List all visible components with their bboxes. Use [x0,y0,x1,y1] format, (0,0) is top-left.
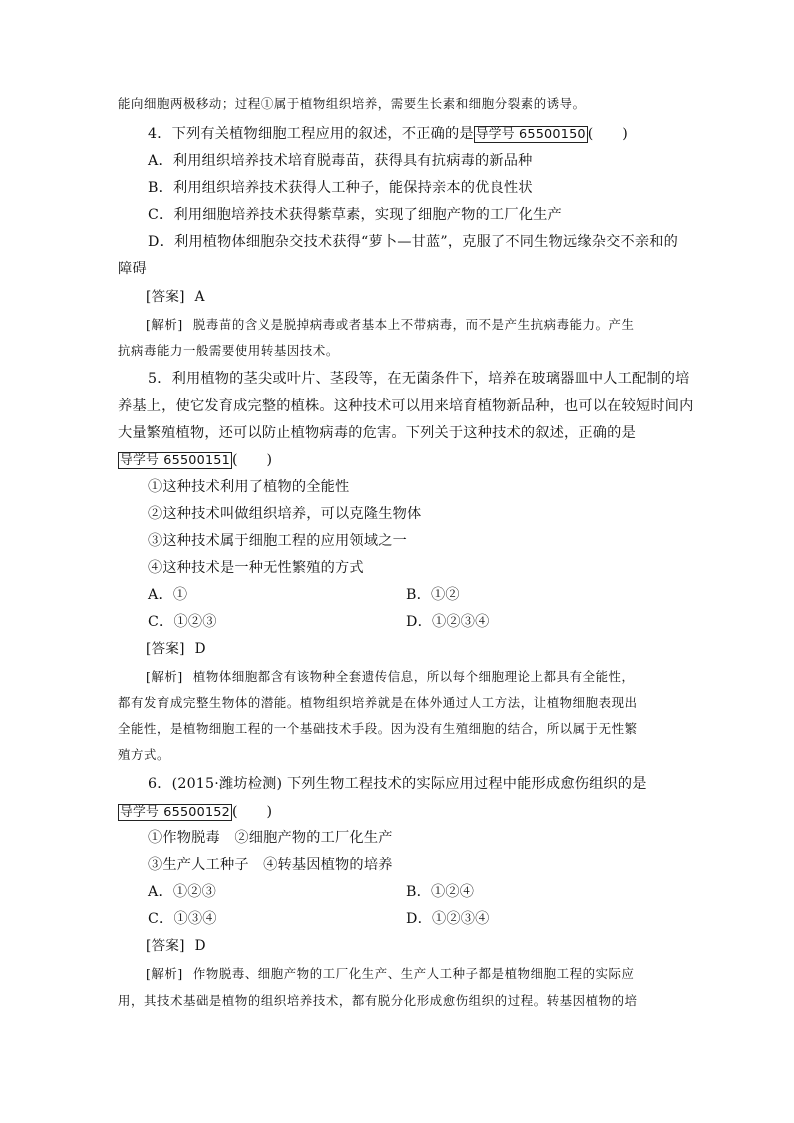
answer-value: A [194,289,205,305]
explanation-line: [解析] 作物脱毒、细胞产物的工厂化生产、生产人工种子都是植物细胞工程的实际应 [146,966,635,981]
options-row [148,585,668,605]
question-6-code-line [118,802,272,823]
option-b: B．利用组织培养技术获得人工种子，能保持亲本的优良性状 [148,180,533,196]
option-b: B．①② [406,587,460,603]
statement-item: ②这种技术叫做组织培养，可以克隆生物体 [148,506,422,522]
option-a: A．①②③ [148,884,216,900]
options-row [148,612,668,632]
answer-label: [答案] [146,938,185,954]
explanation-line: [解析] 脱毒苗的含义是脱掉病毒或者基本上不带病毒，而不是产生抗病毒能力。产生 [146,317,635,332]
question-5-code-line [118,450,272,471]
answer-paren: ( ) [587,126,629,142]
explanation-label: [解析] [146,966,183,981]
statement-item: ③生产人工种子 ④转基因植物的培养 [148,857,393,873]
question-4-stem [148,124,628,145]
answer-value: D [194,938,206,954]
answer-label: [答案] [146,289,185,305]
explanation-line: 都有发育成完整生物体的潜能。植物组织培养就是在体外通过人工方法，让植物细胞表现出 [118,695,638,710]
explanation-line: 抗病毒能力一般需要使用转基因技术。 [118,343,339,358]
explanation-line: 殖方式。 [118,747,170,762]
question-6-stem: 6．(2015·潍坊检测) 下列生物工程技术的实际应用过程中能形成愈伤组织的是 [148,776,647,792]
guide-code-box: 导学号 65500152 [120,805,230,820]
answer-paren: ( ) [232,452,273,468]
answer-line [146,287,205,307]
explanation-label: [解析] [146,669,183,684]
option-c: C．①③④ [148,911,217,927]
statement-item: ①作物脱毒 ②细胞产物的工厂化生产 [148,830,393,846]
explanation-line: [解析] 植物体细胞都含有该物种全套遗传信息，所以每个细胞理论上都具有全能性， [146,669,635,684]
options-row [148,882,668,902]
question-5-stem: 5．利用植物的茎尖或叶片、茎段等，在无菌条件下，培养在玻璃器皿中人工配制的培 [148,371,690,387]
option-d-cont: 障碍 [118,261,147,277]
statement-item: ③这种技术属于细胞工程的应用领域之一 [148,533,407,549]
option-d: D．①②③④ [406,614,490,630]
question-5-stem: 养基上，使它发育成完整的植株。这种技术可以用来培育植物新品种，也可以在较短时间内 [118,398,694,414]
option-c: C．①②③ [148,614,217,630]
option-b: B．①②④ [406,884,475,900]
option-c: C．利用细胞培养技术获得紫草素，实现了细胞产物的工厂化生产 [148,207,562,223]
answer-line [146,936,206,956]
question-4-text: 4．下列有关植物细胞工程应用的叙述，不正确的是 [148,126,474,142]
guide-code-box: 导学号 65500150 [475,127,586,142]
answer-value: D [194,641,206,657]
statement-item: ①这种技术利用了植物的全能性 [148,479,350,495]
statement-item: ④这种技术是一种无性繁殖的方式 [148,560,364,576]
option-d: D．①②③④ [406,911,490,927]
answer-label: [答案] [146,641,185,657]
explanation-line: 用，其技术基础是植物的组织培养技术，都有脱分化形成愈伤组织的过程。转基因植物的培 [118,993,638,1008]
answer-paren: ( ) [232,804,273,820]
answer-line [146,639,206,659]
options-row [148,909,668,929]
option-a: A．① [148,587,188,603]
explanation-line: 全能性，是植物细胞工程的一个基础技术手段。因为没有生殖细胞的结合，所以属于无性繁 [118,721,638,736]
option-d: D．利用植物体细胞杂交技术获得“萝卜—甘蓝”，克服了不同生物远缘杂交不亲和的 [148,234,679,250]
guide-code-box: 导学号 65500151 [120,453,230,468]
explanation-label: [解析] [146,317,183,332]
option-a: A．利用组织培养技术培育脱毒苗，获得具有抗病毒的新品种 [148,153,533,169]
paragraph-line: 能向细胞两极移动；过程①属于植物组织培养，需要生长素和细胞分裂素的诱导。 [118,96,586,111]
question-5-stem: 大量繁殖植物，还可以防止植物病毒的危害。下列关于这种技术的叙述，正确的是 [118,425,636,441]
